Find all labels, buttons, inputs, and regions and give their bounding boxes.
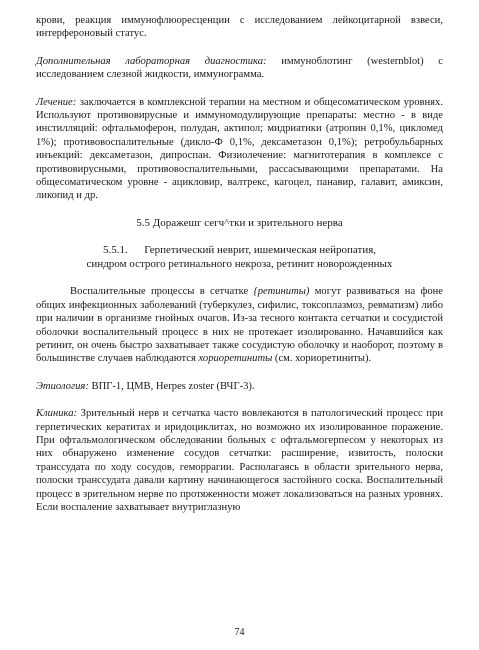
retinitis-text-before: Воспалительные процессы в сетчатке	[70, 286, 254, 298]
retinitis-term: {ретиниты)	[253, 286, 310, 298]
subsection-title-line2: синдром острого ретинального некроза, ретинит новорожденных	[86, 258, 393, 271]
retinitis-paragraph	[36, 285, 443, 365]
additional-diagnostics-paragraph	[36, 55, 443, 82]
intro-paragraph	[36, 14, 443, 41]
etiology-text: ВПГ-1, ЦМВ, Herpes zoster (ВЧГ-3).	[88, 380, 255, 392]
page-number: 74	[234, 626, 245, 638]
etiology-paragraph	[36, 380, 443, 393]
treatment-paragraph	[36, 96, 443, 203]
subsection-title-line1: 5.5.1. Герпетический неврит, ишемическая нейропатия,	[102, 244, 377, 257]
treatment-text: заключается в комплексной терапии на местном и общесоматическом уровнях. Используют противовирусные и иммуномодулирующие препараты: местно - в виде инстилляций: офтальмоферон, полудан, актипол; мидриатики (атропин 0,1%, цикломед 1%); противовоспалительные (дикло-Ф 0,1%, дексаметазон 0,1%); ретробульбарных инъекций: дексаметазон, дипроспан. Физиолечение: магнитотерапия в комплексе с противовирусными, противовоспалительными, рассасывающими препаратами. На общесоматическом уровне - ацикловир, валтрекс, кагоцел, панавир, галавит, амиксин, ликопид и др.	[36, 96, 443, 202]
additional-diagnostics-label: Дополнительная лабораторная диагностика:	[36, 55, 267, 67]
clinic-label: Клиника:	[36, 408, 78, 420]
retinitis-text-after: (см. хориоретиниты).	[272, 353, 372, 365]
intro-text: крови, реакция иммунофлюоресценции с исследованием лейкоцитарной взвеси, интерфероновый статус.	[36, 15, 443, 40]
etiology-label: Этиология:	[36, 380, 89, 392]
subsection-title	[36, 243, 443, 271]
clinic-text: Зрительный нерв и сетчатка часто вовлекаются в патологический процесс при герпетических кератитах и иридоциклитах, но возможно их изолированное поражение. При офтальмологическом обследовании больных с офтальмогерпесом у некоторых из них обнаружено изменение сосудов сетчатки: расширение, извитость, полоски транссудата по ходу сосудов, геморрагии. Располагаясь в области зрительного нерва, полоски транссудата давали картину начинающегося застойного соска. Воспалительный процесс в зрительном нерве по протяженности может локализоваться на разных уровнях. Если воспаление захватывает внутриглазную	[36, 408, 443, 513]
treatment-label: Лечение:	[36, 96, 77, 108]
clinic-paragraph	[36, 407, 443, 514]
section-title: 5.5 Доражешг сегч^тки и зрительного нерва	[136, 216, 343, 229]
retinitis-text-middle: могут развиваться на фоне общих инфекционных заболеваний (туберкулез, сифилис, токсоплазмоз, ревматизм) либо при наличии в организме гнойных очагов. Из-за тесного контакта сетчатки и сосудистой оболочки воспалительный процесс в них не протекает изолированно. Начавшийся как ретинит, он очень быстро захватывает также сосудистую оболочку и наоборот, поэтому в большинстве случаев наблюдаются	[36, 286, 443, 365]
chorioretinitis-term: хориоретиниты	[198, 353, 273, 365]
additional-diagnostics-text: иммуноблотинг (westernblot) с исследованием слезной жидкости, иммунограмма.	[36, 55, 443, 81]
